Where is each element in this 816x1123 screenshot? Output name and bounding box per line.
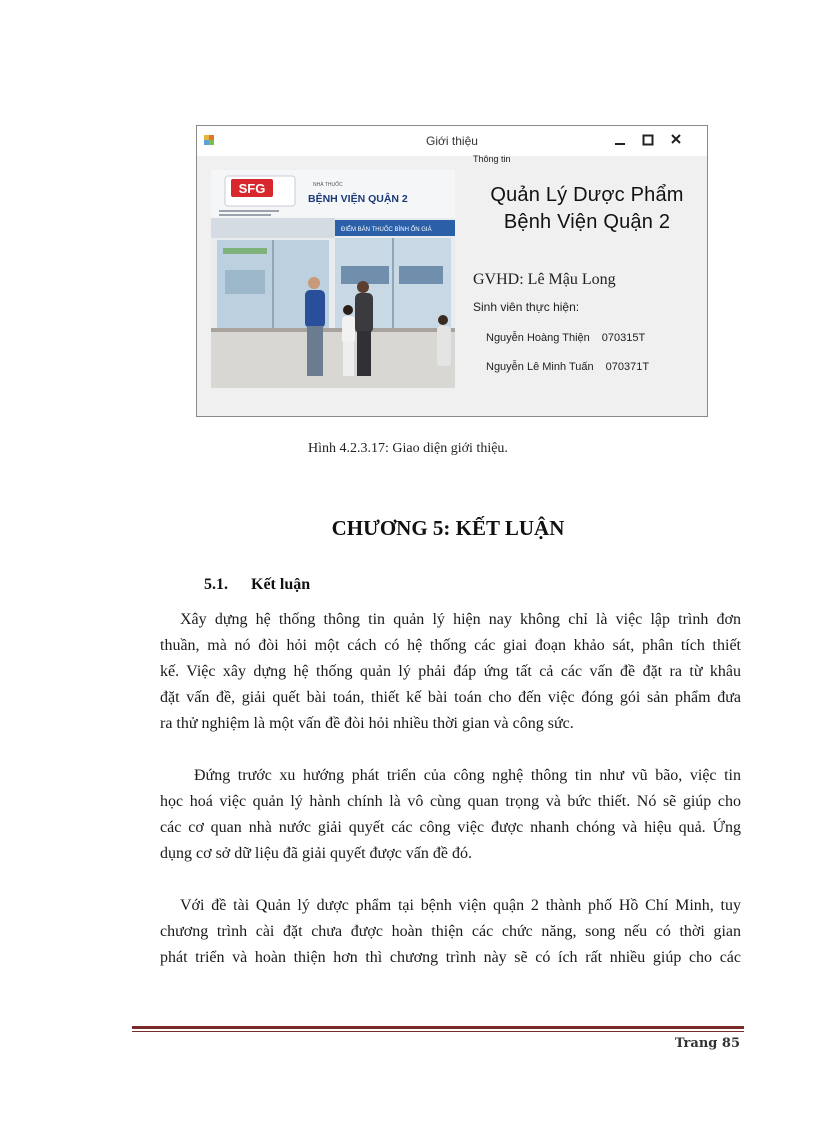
advisor-label: GVHD: Lê Mậu Long — [473, 271, 616, 288]
paragraph — [160, 893, 741, 971]
figure-caption: Hình 4.2.3.17: Giao diện giới thiệu. — [308, 441, 508, 456]
paragraph-line: chương trình cài đặt chưa được hoàn thiện các chức năng, song nếu có thời gian — [160, 923, 741, 940]
about-window-screenshot — [196, 125, 708, 417]
page-number: Trang 85 — [674, 1036, 740, 1051]
section-heading — [204, 576, 310, 594]
paragraph-line: dụng cơ sở dữ liệu đã giải quyết được vấn đề đó. — [160, 845, 472, 862]
section-number: 5.1. — [204, 576, 228, 593]
close-icon[interactable] — [665, 130, 687, 150]
student-row — [486, 332, 645, 344]
paragraph-line: Xây dựng hệ thống thông tin quản lý hiện nay không chỉ là việc lập trình đơn — [180, 611, 741, 628]
paragraph-line: phát triển và hoàn thiện hơn thì chương trình này sẽ có ích rất nhiều giúp cho các — [160, 949, 741, 966]
minimize-icon[interactable] — [609, 130, 631, 150]
group-label: Thông tin — [473, 154, 511, 164]
paragraph-line: đặt vấn đề, giải quết bài toán, thiết kế bài toán cho đến việc đóng gói sản phẩm đưa — [160, 689, 741, 706]
student-name: Nguyễn Lê Minh Tuấn — [486, 361, 594, 373]
paragraph-line: Với đề tài Quản lý dược phẩm tại bệnh viện quận 2 thành phố Hồ Chí Minh, tuy — [180, 897, 741, 914]
paragraph — [160, 763, 741, 867]
students-label: Sinh viên thực hiện: — [473, 300, 580, 314]
paragraph-line: các cơ quan nhà nước giải quyết các công việc được nhanh chóng và hiệu quả. Ứng — [160, 819, 741, 836]
sign-small-text: NHÀ THUỐC — [313, 182, 343, 188]
window-titlebar — [197, 126, 707, 156]
paragraph — [160, 607, 741, 737]
maximize-icon[interactable] — [637, 130, 659, 150]
sign-logo-text: SFG — [238, 181, 266, 196]
paragraph-line: thuần, mà nó đòi hỏi một cách có hệ thống các giai đoạn khảo sát, phân tích thiết — [160, 637, 741, 654]
paragraph-line: kế. Việc xây dựng hệ thống quản lý phải đáp ứng tất cả các vấn đề đặt ra từ khâu — [160, 663, 741, 680]
pharmacy-photo — [211, 170, 455, 388]
chapter-title: CHƯƠNG 5: KẾT LUẬN — [331, 516, 565, 540]
banner-text: ĐIỂM BÁN THUỐC BÌNH ỔN GIÁ — [341, 227, 432, 233]
app-title-line-2: Bệnh Viện Quận 2 — [503, 211, 671, 233]
student-id: 070315T — [601, 332, 646, 344]
footer-rule — [132, 1026, 744, 1029]
paragraph-line: ra thử nghiệm là một vấn đề đòi hỏi nhiều thời gian và công sức. — [160, 715, 574, 732]
section-title: Kết luận — [251, 576, 311, 593]
student-id: 070371T — [605, 361, 650, 373]
paragraph-line: Đứng trước xu hướng phát triển của công nghệ thông tin như vũ bão, việc tin — [194, 767, 741, 784]
paragraph-line: học hoá việc quản lý hành chính là vô cùng quan trọng và bức thiết. Nó sẽ giúp cho — [160, 793, 741, 810]
app-title-line-1: Quản Lý Dược Phẩm — [490, 184, 684, 206]
footer-rule-thin — [132, 1031, 744, 1032]
sign-hospital-text: BỆNH VIỆN QUẬN 2 — [308, 193, 408, 205]
student-name: Nguyễn Hoàng Thiện — [486, 332, 590, 344]
window-title: Giới thiệu — [426, 134, 478, 148]
student-row — [486, 361, 649, 373]
app-title — [477, 182, 697, 236]
